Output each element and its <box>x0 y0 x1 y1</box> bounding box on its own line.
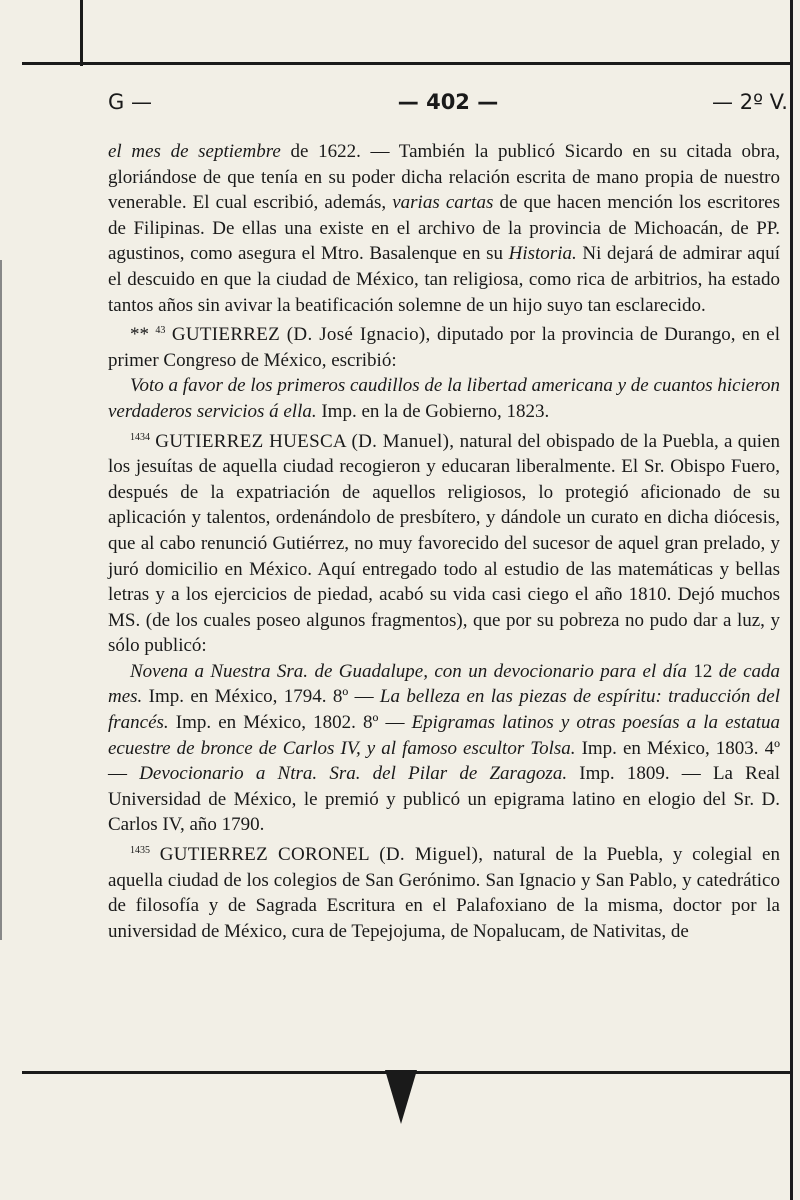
entry-1433: ** $^{43}$ GUTIERREZ (D. José Ignacio), diputado por la provincia de Durango, en el primer Congreso de México, escribió: <box>108 324 781 371</box>
entry-1434: $^{1434}$ GUTIERREZ HUESCA (D. Manuel), natural del obispado de la Puebla, a quien los jesuítas de aquella ciudad recogieron y educaran liberalmente. El Sr. Obispo Fuero, después de la expatriación de aquellos religiosos, lo protegió aficionado de su aplicación y talentos, ordenándolo de presbítero, y dándole un curato en dicha diócesis, que al cabo renunció Gutiérrez, no muy favorecido del sucesor de aquel gran prelado, y juró domicilio en México. Aquí entregado todo al estudio de las matemáticas y bellas letras y a los ejercicios de piedad, acabó su vida casi ciego el año 1810. Dejó muchos MS. (de los cuales poseo algunos fragmentos), que por su pobreza no pudo dar a luz, y sólo publicó: <box>108 430 780 657</box>
page-header <box>108 90 788 120</box>
page-left-edge <box>0 260 2 940</box>
page-number: — 402 — <box>397 90 499 114</box>
header-section-letter: G — <box>108 90 152 114</box>
top-rule <box>22 62 792 65</box>
entry-name: GUTIERREZ HUESCA (D. Manuel), <box>155 430 455 452</box>
entry-1434-works: Novena a Nuestra Sra. de Guadalupe, con un devocionario para el día 12 de cada mes. Imp. en México, 1794. 8º — La belleza en las piezas de espíritu: traducción del francés. Imp. en México, 1802. 8º — Epigramas latinos y otras poesías a la estatua ecuestre de bronce de Carlos IV, y al famoso escultor Tolsa. Imp. en México, 1803. 4º — Devocionario a Ntra. Sra. del Pilar de Zaragoza. Imp. 1809. — La Real Universidad de México, le premió y publicó un epigrama latino en elogio del Sr. D. Carlos IV, año 1790. <box>108 660 781 836</box>
entry-name: GUTIERREZ CORONEL (D. Miguel), <box>159 844 484 866</box>
entry-number: 1435 <box>130 845 150 857</box>
left-tick-rule <box>80 0 83 66</box>
entry-1435: $^{1435}$ GUTIERREZ CORONEL (D. Miguel), natural de la Puebla, y colegial en aquella ciudad de los colegios de San Gerónimo. San Ignacio y San Pablo, y catedrático de filosofía y de Sagrada Escritura en el Palafoxiano de la misma, doctor por la universidad de México, cura de Tepejojuma, de Nopalucam, de Nativitas, de <box>108 844 780 942</box>
continuation-paragraph: el mes de septiembre de 1622. — También la publicó Sicardo en su citada obra, gloriándose de que tenía en su poder dicha relación escrita de mano propia de nuestro venerable. El cual escribió, además, varias cartas de que hacen mención los escritores de Filipinas. De ellas una existe en el archivo de la provincia de Michoacán, de PP. agustinos, como asegura el Mtro. Basalenque en su Historia. Ni dejará de admirar aquí el descuido en que la ciudad de México, tan religiosa, como rica de arbitrios, ha estado tantos años sin avivar la beatificación solemne de un hijo suyo tan esclarecido. <box>108 141 781 316</box>
entry-number: 1434 <box>130 431 150 443</box>
page-body <box>108 139 780 944</box>
bottom-triangle-marker <box>385 1070 417 1124</box>
header-volume: — 2º V. <box>712 90 788 114</box>
entry-name: GUTIERREZ (D. José Ignacio), <box>171 324 431 346</box>
page-right-edge <box>790 0 793 1200</box>
entry-number: 43 <box>155 325 166 337</box>
entry-1433-work: Voto a favor de los primeros caudillos de la libertad americana y de cuantos hicieron verdaderos servicios á ella. Imp. en la de Gobierno, 1823. <box>108 375 780 422</box>
